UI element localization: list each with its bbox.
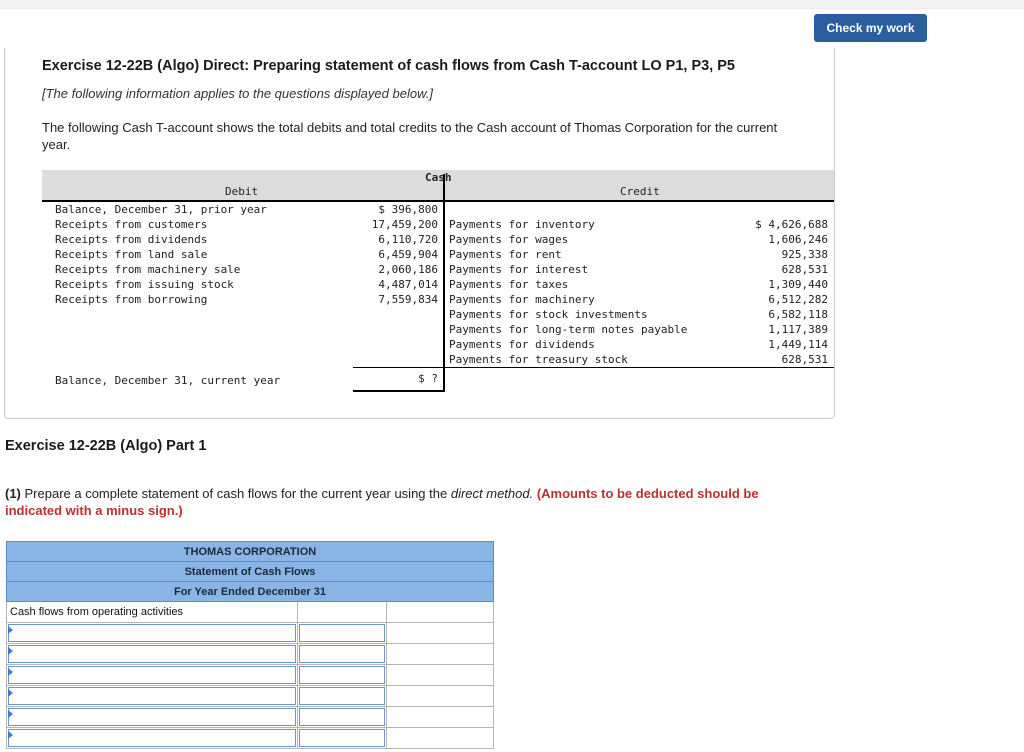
total-cell: [387, 686, 493, 706]
credit-amount: 925,338: [781, 248, 828, 261]
debit-label: Receipts from issuing stock: [55, 278, 234, 291]
dropdown-arrow-icon: [8, 647, 13, 655]
t-account-title: Cash: [425, 171, 452, 184]
total-cell: [387, 623, 493, 643]
line-item-dropdown[interactable]: [8, 729, 296, 747]
line-item-dropdown[interactable]: [8, 666, 296, 684]
amount-input[interactable]: [299, 708, 385, 726]
credit-total-rule: [445, 367, 834, 368]
total-cell: [387, 728, 493, 748]
section-label: Cash flows from operating activities: [10, 606, 184, 618]
debit-label: Receipts from borrowing: [55, 293, 208, 306]
statement-name: Statement of Cash Flows: [6, 561, 494, 581]
amount-cell: [298, 602, 387, 622]
debit-label: Receipts from machinery sale: [55, 263, 241, 276]
credit-label: Payments for taxes: [449, 278, 569, 291]
instruction-number: (1): [5, 486, 21, 501]
credit-amount: $ 4,626,688: [755, 218, 828, 231]
credit-amount: 1,309,440: [768, 278, 828, 291]
t-account-center-rule: [443, 174, 445, 392]
statement-period: For Year Ended December 31: [6, 581, 494, 602]
credit-label: Payments for wages: [449, 233, 569, 246]
dropdown-arrow-icon: [8, 710, 13, 718]
credit-amount: 1,606,246: [768, 233, 828, 246]
exercise-intro: The following Cash T-account shows the total debits and total credits to the Cash account of Thomas Corporation for the current year.: [42, 120, 778, 152]
credit-label: Payments for inventory: [449, 218, 595, 231]
debit-amount: 7,559,834: [378, 293, 438, 306]
line-item-dropdown[interactable]: [8, 645, 296, 663]
instruction-text: Prepare a complete statement of cash flows for the current year using the: [20, 486, 451, 501]
instruction-warning: (Amounts to be deducted should be indicated with a minus sign.): [5, 486, 759, 518]
debit-amount: 2,060,186: [378, 263, 438, 276]
debit-label: Balance, December 31, prior year: [55, 203, 267, 216]
top-strip: [0, 0, 1024, 9]
credit-amount: 628,531: [781, 353, 828, 366]
amount-input[interactable]: [299, 624, 385, 642]
exercise-title: Exercise 12-22B (Algo) Direct: Preparing statement of cash flows from Cash T-account LO P1, P3, P5: [42, 58, 735, 74]
total-cell: [387, 644, 493, 664]
total-cell: [387, 665, 493, 685]
dropdown-arrow-icon: [8, 731, 13, 739]
line-item-dropdown[interactable]: [8, 708, 296, 726]
part-instructions: [5, 485, 810, 519]
credit-label: Payments for interest: [449, 263, 589, 276]
check-my-work-button[interactable]: Check my work: [814, 14, 927, 42]
section-label-cell: [7, 602, 298, 622]
credit-label: Payments for machinery: [449, 293, 595, 306]
ending-balance-rule: [353, 390, 445, 392]
total-cell: [387, 602, 493, 622]
cash-t-account: [42, 170, 834, 392]
amount-input[interactable]: [299, 666, 385, 684]
credit-label: Payments for dividends: [449, 338, 595, 351]
table-row: [6, 623, 494, 644]
dropdown-arrow-icon: [8, 668, 13, 676]
part-title: Exercise 12-22B (Algo) Part 1: [5, 438, 207, 454]
ending-balance-label: Balance, December 31, current year: [55, 374, 281, 387]
debit-amount: $ 396,800: [378, 203, 438, 216]
debit-label: Receipts from dividends: [55, 233, 208, 246]
amount-input[interactable]: [299, 645, 385, 663]
cash-flow-statement: [6, 541, 494, 749]
statement-company: THOMAS CORPORATION: [6, 541, 494, 561]
table-row: [6, 728, 494, 749]
debit-amount: 6,110,720: [378, 233, 438, 246]
credit-label: Payments for stock investments: [449, 308, 648, 321]
table-row: [6, 665, 494, 686]
credit-amount: 6,582,118: [768, 308, 828, 321]
line-item-dropdown[interactable]: [8, 687, 296, 705]
total-cell: [387, 707, 493, 727]
line-item-dropdown[interactable]: [8, 624, 296, 642]
credit-amount: 6,512,282: [768, 293, 828, 306]
instruction-emphasis: direct method.: [450, 486, 534, 501]
debit-amount: 6,459,904: [378, 248, 438, 261]
section-row: [6, 602, 494, 623]
debit-total-rule: [353, 367, 443, 368]
table-row: [6, 707, 494, 728]
debit-label: Receipts from customers: [55, 218, 208, 231]
dropdown-arrow-icon: [8, 689, 13, 697]
amount-input[interactable]: [299, 729, 385, 747]
ending-balance-amount: $ ?: [418, 372, 438, 385]
debit-label: Receipts from land sale: [55, 248, 208, 261]
credit-amount: 1,449,114: [768, 338, 828, 351]
credit-label: Payments for long-term notes payable: [449, 323, 688, 336]
credit-label: Payments for rent: [449, 248, 562, 261]
credit-amount: 1,117,389: [768, 323, 828, 336]
table-row: [6, 644, 494, 665]
amount-input[interactable]: [299, 687, 385, 705]
debit-header: Debit: [225, 185, 259, 198]
debit-amount: 17,459,200: [371, 218, 438, 231]
table-row: [6, 686, 494, 707]
dropdown-arrow-icon: [8, 626, 13, 634]
debit-amount: 4,487,014: [378, 278, 438, 291]
credit-amount: 628,531: [781, 263, 828, 276]
credit-header: Credit: [620, 185, 660, 198]
exercise-note: [The following information applies to the questions displayed below.]: [42, 86, 433, 101]
credit-label: Payments for treasury stock: [449, 353, 628, 366]
